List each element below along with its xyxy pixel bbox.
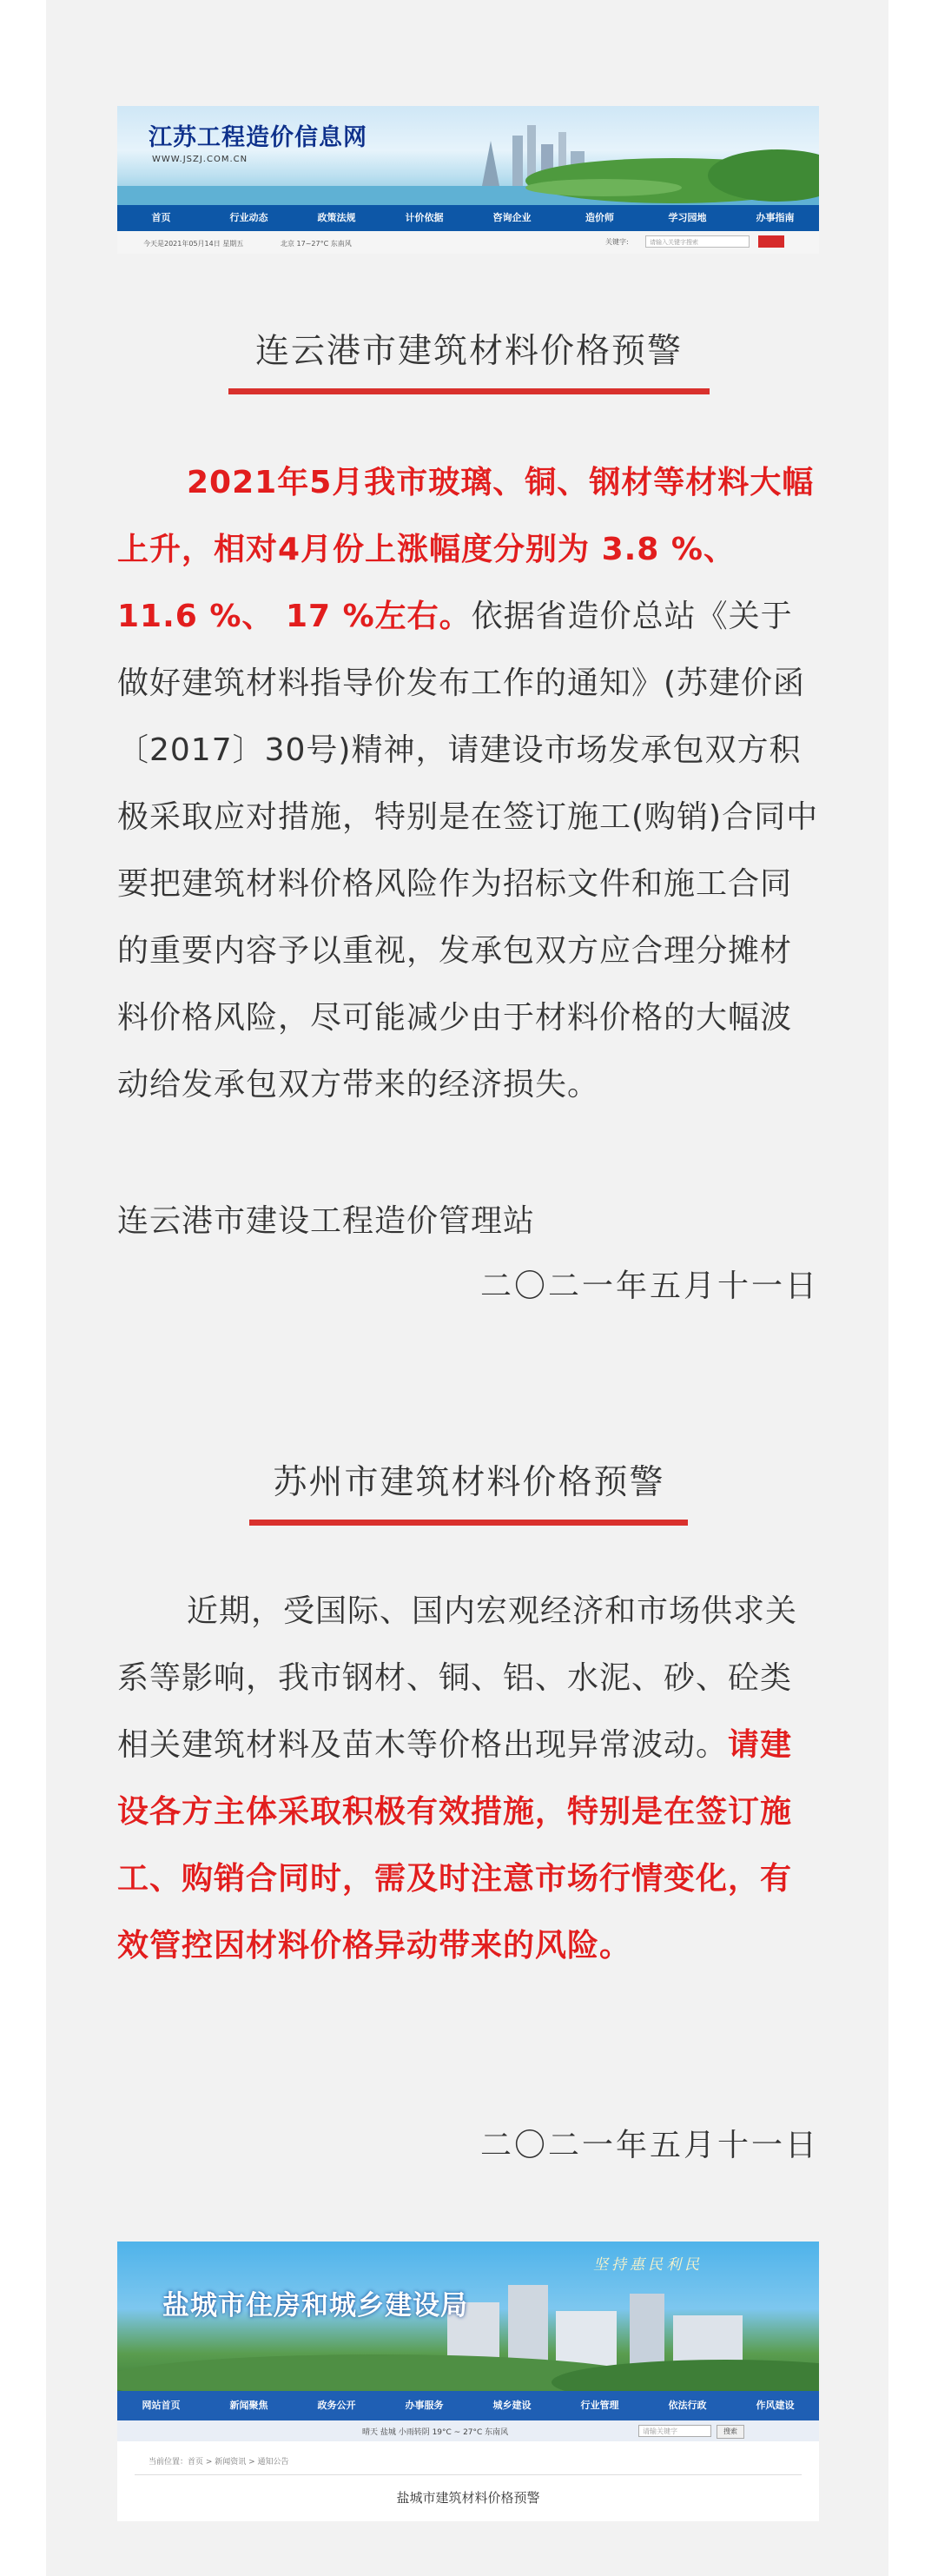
jiangsu-nav bbox=[117, 205, 819, 231]
jiangsu-nav-item: 造价师 bbox=[585, 212, 614, 223]
jiangsu-nav-item: 首页 bbox=[151, 212, 171, 223]
yancheng-banner-image bbox=[117, 2242, 819, 2521]
jiangsu-weather: 北京 17~27°C 东南风 bbox=[281, 240, 352, 248]
yancheng-nav-item: 行业管理 bbox=[580, 2400, 619, 2411]
jiangsu-nav-item: 咨询企业 bbox=[492, 212, 532, 223]
yancheng-info-bar bbox=[117, 2420, 819, 2441]
yancheng-search-field: 请输关键字 bbox=[638, 2425, 711, 2437]
lianyungang-heading-underline bbox=[228, 388, 710, 394]
jiangsu-info-bar bbox=[117, 231, 819, 254]
suzhou-date: 二〇二一年五月十一日 bbox=[479, 2128, 819, 2163]
suzhou-warning-highlight: 请建设各方主体采取积极有效措施，特别是在签订施工、购销合同时，需及时注意市场行情变化，有效管控因材料价格异动带来的风险。 bbox=[117, 1727, 793, 1963]
yancheng-nav-item: 依法行政 bbox=[668, 2400, 707, 2411]
lianyungang-paragraph bbox=[117, 449, 821, 1118]
banner-hero bbox=[117, 106, 819, 205]
lianyungang-body-text: 依据省造价总站《关于做好建筑材料指导价发布工作的通知》(苏建价函〔2017〕30号)精神，请建设市场发承包双方积极采取应对措施，特别是在签订施工(购销)合同中要把建筑材料价格风险作为招标文件和施工合同的重要内容予以重视，发承包双方应合理分摊材料价格风险，尽可能减少由于材料价格的大幅波动给发承包双方带来的经济损失。 bbox=[117, 599, 819, 1103]
suzhou-body-text: 近期，受国际、国内宏观经济和市场供求关系等影响，我市钢材、铜、铝、水泥、砂、砼类相关建筑材料及苗木等价格出现异常波动。 bbox=[117, 1593, 798, 1763]
jiangsu-nav-item: 学习园地 bbox=[668, 212, 707, 223]
lianyungang-signature: 连云港市建设工程造价管理站 bbox=[117, 1203, 536, 1239]
jiangsu-site-url: WWW.JSZJ.COM.CN bbox=[152, 155, 248, 164]
jiangsu-nav-item: 计价依据 bbox=[405, 212, 444, 223]
jiangsu-nav-item: 行业动态 bbox=[229, 212, 268, 223]
yancheng-search-button: 搜索 bbox=[717, 2425, 744, 2439]
lianyungang-date: 二〇二一年五月十一日 bbox=[479, 1268, 819, 1304]
jiangsu-site-name: 江苏工程造价信息网 bbox=[149, 124, 367, 151]
jiangsu-date-text: 今天是2021年05月14日 星期五 bbox=[143, 240, 244, 248]
yancheng-slogan: 坚持惠民利民 bbox=[593, 2256, 703, 2274]
yancheng-divider bbox=[135, 2474, 802, 2475]
yancheng-nav-item: 新闻聚焦 bbox=[229, 2400, 268, 2411]
jiangsu-search-label: 关键字: bbox=[605, 238, 629, 246]
lianyungang-price-rise-highlight: 2021年5月我市玻璃、铜、钢材等材料大幅上升，相对4月份上涨幅度分别为 3.8 %、 11.6 %、 17 %左右。 bbox=[117, 465, 815, 634]
lianyungang-heading: 连云港市建筑材料价格预警 bbox=[254, 332, 683, 371]
suzhou-heading: 苏州市建筑材料价格预警 bbox=[273, 1463, 665, 1502]
yancheng-breadcrumb: 当前位置：首页 > 新闻资讯 > 通知公告 bbox=[149, 2458, 289, 2467]
yancheng-article-title: 盐城市建筑材料价格预警 bbox=[396, 2490, 540, 2506]
yancheng-nav-item: 办事服务 bbox=[405, 2400, 444, 2411]
jiangsu-banner-image bbox=[117, 106, 819, 254]
yancheng-weather: 晴天 盐城 小雨转阴 19°C ~ 27°C 东南风 bbox=[362, 2428, 509, 2437]
yancheng-nav-item: 政务公开 bbox=[317, 2400, 356, 2411]
yancheng-banner-hero bbox=[117, 2242, 819, 2391]
yancheng-site-name: 盐城市住房和城乡建设局 bbox=[162, 2290, 468, 2321]
jiangsu-nav-item: 办事指南 bbox=[756, 212, 795, 223]
suzhou-paragraph bbox=[117, 1578, 821, 1979]
yancheng-nav bbox=[117, 2391, 819, 2420]
suzhou-heading-underline bbox=[249, 1520, 688, 1526]
yancheng-nav-item: 作风建设 bbox=[756, 2400, 795, 2411]
jiangsu-search-button bbox=[758, 235, 784, 248]
jiangsu-nav-item: 政策法规 bbox=[317, 212, 356, 223]
yancheng-nav-item: 城乡建设 bbox=[492, 2400, 532, 2411]
jiangsu-search-field: 请输入关键字搜索 bbox=[645, 235, 750, 248]
yancheng-nav-item: 网站首页 bbox=[142, 2400, 181, 2411]
